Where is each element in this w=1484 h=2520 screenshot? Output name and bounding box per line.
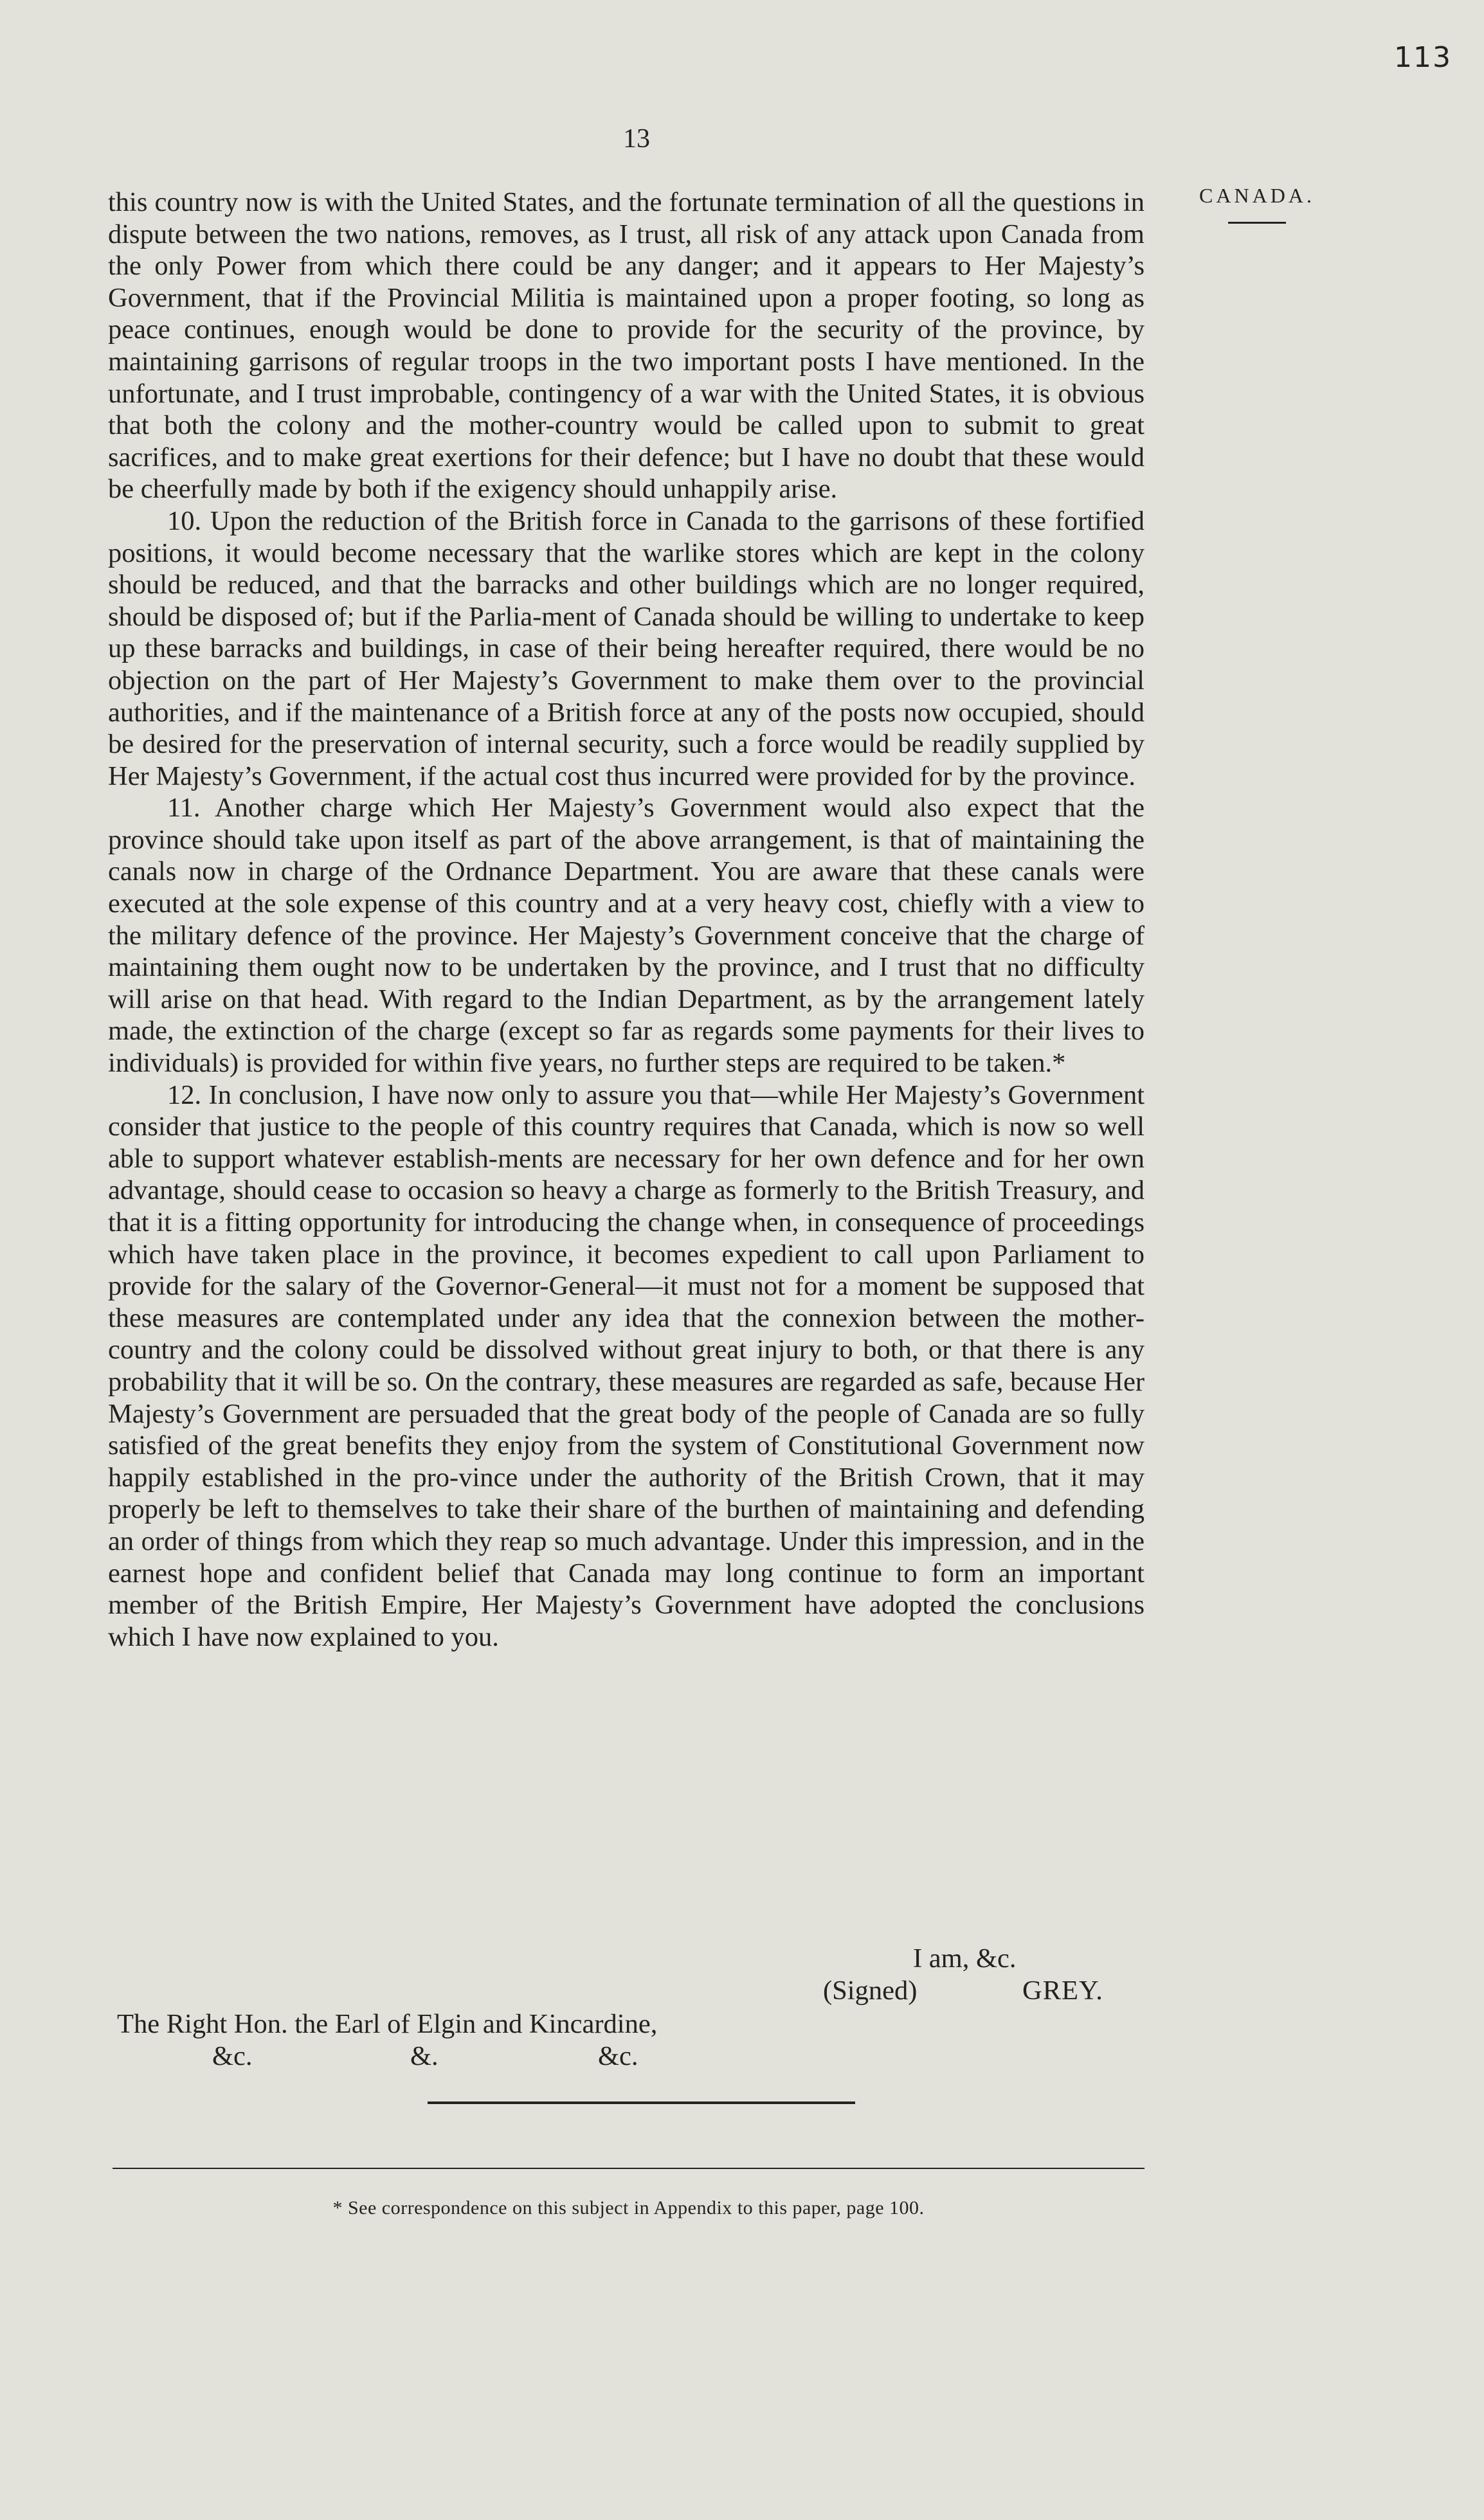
addressee [117,2008,657,2073]
signed-label: (Signed) [823,1976,918,2006]
end-of-letter-rule [428,2102,855,2104]
page-number-outer: 113 [1394,41,1452,74]
footnote: * See correspondence on this subject in Appendix to this paper, page 100. [332,2197,925,2218]
paragraph-10: 10. Upon the reduction of the British force in Canada to the garrisons of these fortified positions, it would become necessary that the warlike stores which are kept in the colony should be reduced, and that the barracks and other buildings which are no longer required, should be disposed of; but if the Parlia-ment of Canada should be willing to undertake to keep up these barracks and buildings, in case of their being hereafter required, there would be no objection on the part of Her Majesty’s Government to make them over to the provincial authorities, and if the maintenance of a British force at any of the posts now occupied, should be desired for the preservation of internal security, such a force would be readily supplied by Her Majesty’s Government, if the actual cost thus incurred were provided for by the province. [108,505,1145,791]
margin-note-label: CANADA. [1199,184,1315,207]
paragraph-continued: this country now is with the United States, and the fortunate termination of all the questions in dispute between the two nations, removes, as I trust, all risk of any attack upon Canada from the only Power from which there could be any danger; and it appears to Her Majesty’s Government, that if the Provincial Militia is maintained upon a proper footing, so long as peace continues, enough would be done to provide for the security of the province, by maintaining garrisons of regular troops in the two important posts I have mentioned. In the unfortunate, and I trust improbable, contingency of a war with the United States, it is obvious that both the colony and the mother-country would be called upon to submit to great sacrifices, and to make great exertions for their defence; but I have no doubt that these would be cheerfully made by both if the exigency should unhappily arise. [108,187,1145,505]
margin-note [1196,184,1318,224]
etc-1: &c. [212,2041,253,2071]
signature-line [823,1975,1145,2007]
addressee-line: The Right Hon. the Earl of Elgin and Kincardine, [117,2009,658,2039]
closing-salutation: I am, &c. [913,1943,1017,1974]
paragraph-12: 12. In conclusion, I have now only to assure you that—while Her Majesty’s Government consider that justice to the people of this country requires that Canada, which is now so well able to support whatever establish-ments are necessary for her own defence and for her own advantage, should cease to occasion so heavy a charge as formerly to the British Treasury, and that it is a fitting opportunity for introducing the change when, in consequence of proceedings which have taken place in the province, it becomes expedient to call upon Parliament to provide for the salary of the Governor-General—it must not for a moment be supposed that these measures are contemplated under any idea that the connexion between the mother-country and the colony could be dissolved without great injury to both, or that there is any probability that it will be so. On the contrary, these measures are regarded as safe, because Her Majesty’s Government are persuaded that the great body of the people of Canada are so fully satisfied of the great benefits they enjoy from the system of Constitutional Government now happily established in the pro-vince under the authority of the British Crown, that it may properly be left to themselves to take their share of the burthen of maintaining and defending an order of things from which they reap so much advantage. Under this impression, and in the earnest hope and confident belief that Canada may long continue to form an important member of the British Empire, Her Majesty’s Government have adopted the conclusions which I have now explained to you. [108,1079,1145,1652]
footnote-rule [113,2168,1145,2169]
letter-body [108,186,1145,1653]
letter-closing [823,1943,1145,2007]
page-number-inner: 13 [623,124,650,154]
paragraph-11: 11. Another charge which Her Majesty’s Government would also expect that the province should take upon itself as part of the above arrangement, is that of maintaining the canals now in charge of the Ordnance Department. You are aware that these canals were executed at the sole expense of this country and at a very heavy cost, chiefly with a view to the military defence of the province. Her Majesty’s Government conceive that the charge of maintaining them ought now to be undertaken by the province, and I trust that no difficulty will arise on that head. With regard to the Indian Department, as by the arrangement lately made, the extinction of the charge (except so far as regards some payments for their lives to individuals) is provided for within five years, no further steps are required to be taken.* [108,793,1145,1079]
etc-2: &. [410,2041,439,2071]
addressee-etc-row [117,2040,657,2073]
margin-note-rule [1228,222,1286,224]
etc-3: &c. [598,2041,638,2071]
signature-name: GREY. [1022,1976,1103,2006]
